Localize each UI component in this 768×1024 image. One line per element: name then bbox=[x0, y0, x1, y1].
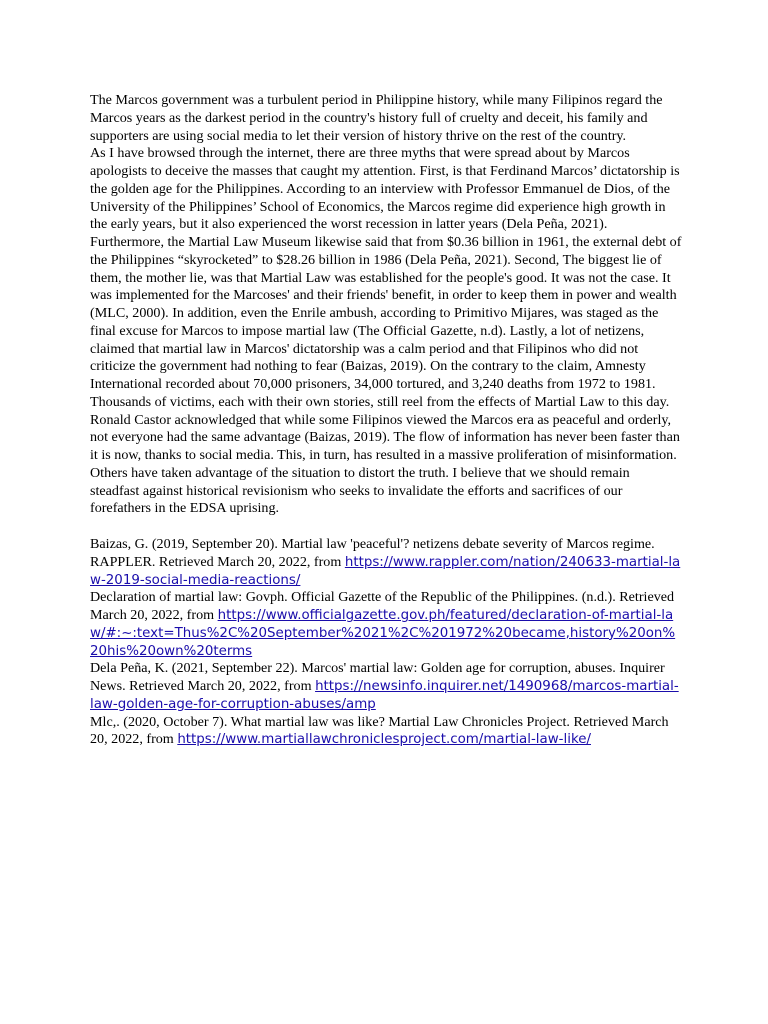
reference-text: Mlc,. (2020, October 7). What martial law was like? Martial Law Chronicles Project. Retrieved March 20, 2022, from bbox=[90, 713, 669, 748]
reference-mlc bbox=[90, 714, 682, 750]
essay-paragraph-1: The Marcos government was a turbulent period in Philippine history, while many Filipinos regard the Marcos years as the darkest period in the country's history full of cruelty and deceit, his family and supporters are using social media to let their version of history thrive on the rest of the country. bbox=[90, 92, 663, 144]
document-body bbox=[90, 92, 682, 749]
references-list bbox=[90, 536, 682, 749]
reference-text: Declaration of martial law: Govph. Official Gazette of the Republic of the Philippines. (n.d.). Retrieved March 20, 2022, from bbox=[90, 589, 675, 623]
essay-paragraph-2: As I have browsed through the internet, there are three myths that were spread about by Marcos apologists to deceive the masses that caught my attention. First, is that Ferdinand Marcos’ dictatorship is the golden age for the Philippines. According to an interview with Professor Emmanuel de Dios, of the University of the Philippines’ School of Economics, the Marcos regime did experience high growth in the early years, but it also experienced the worst recession in latter years (Dela Peña, 2021). Furthermore, the Martial Law Museum likewise said that from $0.36 billion in 1961, the external debt of the Philippines “skyrocketed” to $28.26 billion in 1986 (Dela Peña, 2021). Second, The biggest lie of them, the mother lie, was that Martial Law was established for the people's good. It was not the case. It was implemented for the Marcoses' and their friends' benefit, in order to keep them in power and wealth (MLC, 2000). In addition, even the Enrile ambush, according to Primitivo Mijares, was staged as the final excuse for Marcos to impose martial law (The Official Gazette, n.d). Lastly, a lot of netizens, claimed that martial law in Marcos' dictatorship was a calm period and that Filipinos who did not criticize the government had nothing to fear (Baizas, 2019). On the contrary to the claim, Amnesty International recorded about 70,000 prisoners, 34,000 tortured, and 3,240 deaths from 1972 to 1981. Thousands of victims, each with their own stories, still reel from the effects of Martial Law to this day. Ronald Castor acknowledged that while some Filipinos viewed the Marcos era as peaceful and orderly, not everyone had the same advantage (Baizas, 2019). The flow of information has never been faster than it is now, thanks to social media. This, in turn, has resulted in a massive proliferation of misinformation. Others have taken advantage of the situation to distort the truth. I believe that we should remain steadfast against historical revisionism who seeks to invalidate the efforts and sacrifices of our forefathers in the EDSA uprising. bbox=[90, 145, 682, 517]
reference-baizas bbox=[90, 536, 682, 589]
reference-text: Baizas, G. (2019, September 20). Martial law 'peaceful'? netizens debate severity of Marcos regime. RAPPLER. Retrieved March 20, 2022, from bbox=[90, 536, 655, 570]
reference-dela-pena bbox=[90, 660, 682, 713]
reference-text: Dela Peña, K. (2021, September 22). Marcos' martial law: Golden age for corruption, abuses. Inquirer News. Retrieved March 20, 2022, from bbox=[90, 660, 665, 694]
reference-link[interactable]: https://www.officialgazette.gov.ph/featured/declaration-of-martial-law/#:~:text=Thus%2C%20September%2021%2C%201972%20became,history%20on%20his%20own%20terms bbox=[90, 608, 676, 659]
reference-link[interactable]: https://newsinfo.inquirer.net/1490968/marcos-martial-law-golden-age-for-corruption-abuses/amp bbox=[90, 679, 679, 712]
reference-link[interactable]: https://www.rappler.com/nation/240633-martial-law-2019-social-media-reactions/ bbox=[90, 554, 681, 588]
reference-link[interactable]: https://www.martiallawchroniclesproject.com/martial-law-like/ bbox=[177, 732, 591, 748]
reference-official-gazette bbox=[90, 589, 682, 660]
